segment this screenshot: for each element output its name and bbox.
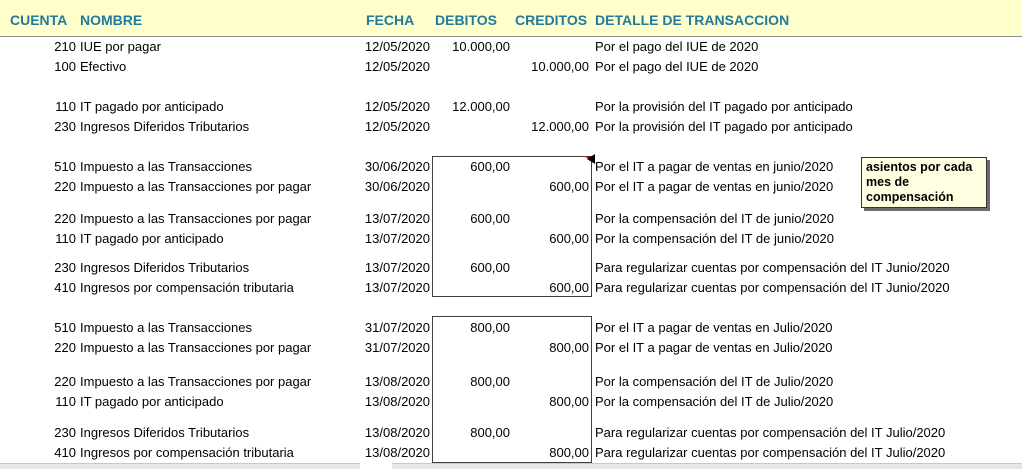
cell-detalle[interactable]: Para regularizar cuentas por compensación del IT Julio/2020 bbox=[595, 425, 946, 440]
cell-nombre[interactable]: Ingresos por compensación tributaria bbox=[80, 445, 294, 460]
cell-detalle[interactable]: Por la provisión del IT pagado por anticipado bbox=[595, 119, 853, 134]
cell-credito[interactable]: 600,00 bbox=[549, 231, 589, 246]
cell-cuenta[interactable]: 510 bbox=[54, 159, 76, 174]
cell-cuenta[interactable]: 230 bbox=[54, 119, 76, 134]
cell-cuenta[interactable]: 220 bbox=[54, 340, 76, 355]
group-box-june bbox=[432, 156, 592, 297]
cell-fecha[interactable]: 31/07/2020 bbox=[364, 320, 430, 335]
cell-fecha[interactable]: 13/07/2020 bbox=[364, 280, 430, 295]
cell-debito[interactable]: 800,00 bbox=[470, 320, 510, 335]
cell-cuenta[interactable]: 410 bbox=[54, 445, 76, 460]
cell-cuenta[interactable]: 230 bbox=[54, 260, 76, 275]
comment-arrow bbox=[587, 154, 595, 164]
cell-fecha[interactable]: 13/08/2020 bbox=[364, 394, 430, 409]
cell-detalle[interactable]: Por la compensación del IT de Julio/2020 bbox=[595, 374, 834, 389]
cell-cuenta[interactable]: 220 bbox=[54, 211, 76, 226]
cell-credito[interactable]: 800,00 bbox=[549, 445, 589, 460]
cell-nombre[interactable]: Impuesto a las Transacciones por pagar bbox=[80, 374, 312, 389]
cell-cuenta[interactable]: 210 bbox=[54, 39, 76, 54]
header-fecha[interactable]: FECHA bbox=[366, 12, 415, 28]
cell-fecha[interactable]: 30/06/2020 bbox=[364, 179, 430, 194]
cell-fecha[interactable]: 12/05/2020 bbox=[364, 119, 430, 134]
column-header-row bbox=[0, 0, 1022, 37]
cell-credito[interactable]: 600,00 bbox=[549, 280, 589, 295]
header-cuenta[interactable]: CUENTA bbox=[10, 12, 68, 28]
cell-fecha[interactable]: 30/06/2020 bbox=[364, 159, 430, 174]
cell-cuenta[interactable]: 110 bbox=[55, 394, 76, 409]
cell-fecha[interactable]: 13/07/2020 bbox=[364, 260, 430, 275]
sheet-scroll-area[interactable] bbox=[392, 463, 1022, 469]
cell-debito[interactable]: 600,00 bbox=[470, 260, 510, 275]
cell-detalle[interactable]: Por la compensación del IT de junio/2020 bbox=[595, 231, 834, 246]
cell-credito[interactable]: 800,00 bbox=[549, 340, 589, 355]
cell-credito[interactable]: 12.000,00 bbox=[531, 119, 589, 134]
group-box-july bbox=[432, 316, 592, 463]
cell-debito[interactable]: 12.000,00 bbox=[452, 99, 510, 114]
cell-detalle[interactable]: Para regularizar cuentas por compensación del IT Junio/2020 bbox=[595, 280, 950, 295]
cell-fecha[interactable]: 13/08/2020 bbox=[364, 374, 430, 389]
cell-nombre[interactable]: Efectivo bbox=[80, 59, 127, 74]
horizontal-scrollbar[interactable] bbox=[0, 463, 360, 469]
cell-nombre[interactable]: IT pagado por anticipado bbox=[80, 99, 224, 114]
cell-fecha[interactable]: 13/07/2020 bbox=[364, 231, 430, 246]
cell-detalle[interactable]: Por el pago del IUE de 2020 bbox=[595, 39, 759, 54]
cell-nombre[interactable]: IUE por pagar bbox=[80, 39, 161, 54]
cell-credito[interactable]: 10.000,00 bbox=[531, 59, 589, 74]
header-detalle[interactable]: DETALLE DE TRANSACCION bbox=[595, 12, 790, 28]
cell-cuenta[interactable]: 100 bbox=[54, 59, 76, 74]
cell-cuenta[interactable]: 110 bbox=[55, 231, 76, 246]
cell-detalle[interactable]: Para regularizar cuentas por compensación del IT Junio/2020 bbox=[595, 260, 950, 275]
cell-debito[interactable]: 600,00 bbox=[470, 211, 510, 226]
cell-nombre[interactable]: Impuesto a las Transacciones por pagar bbox=[80, 211, 312, 226]
cell-nombre[interactable]: Ingresos por compensación tributaria bbox=[80, 280, 294, 295]
cell-detalle[interactable]: Por el IT a pagar de ventas en Julio/2020 bbox=[595, 340, 833, 355]
cell-cuenta[interactable]: 220 bbox=[54, 179, 76, 194]
cell-fecha[interactable]: 12/05/2020 bbox=[364, 39, 430, 54]
cell-nombre[interactable]: Ingresos Diferidos Tributarios bbox=[80, 425, 250, 440]
cell-debito[interactable]: 600,00 bbox=[470, 159, 510, 174]
cell-cuenta[interactable]: 410 bbox=[54, 280, 76, 295]
cell-credito[interactable]: 600,00 bbox=[549, 179, 589, 194]
cell-nombre[interactable]: IT pagado por anticipado bbox=[80, 231, 224, 246]
cell-nombre[interactable]: Ingresos Diferidos Tributarios bbox=[80, 260, 250, 275]
cell-debito[interactable]: 800,00 bbox=[470, 425, 510, 440]
cell-detalle[interactable]: Por el IT a pagar de ventas en junio/2020 bbox=[595, 159, 834, 174]
cell-comment-note[interactable]: asientos por cada mes de compensación bbox=[861, 157, 987, 208]
cell-detalle[interactable]: Por el IT a pagar de ventas en Julio/2020 bbox=[595, 320, 833, 335]
cell-cuenta[interactable]: 510 bbox=[54, 320, 76, 335]
cell-nombre[interactable]: Impuesto a las Transacciones por pagar bbox=[80, 340, 312, 355]
cell-fecha[interactable]: 12/05/2020 bbox=[364, 99, 430, 114]
cell-fecha[interactable]: 13/07/2020 bbox=[364, 211, 430, 226]
header-creditos[interactable]: CREDITOS bbox=[515, 12, 588, 28]
cell-detalle[interactable]: Por la provisión del IT pagado por anticipado bbox=[595, 99, 853, 114]
cell-credito[interactable]: 800,00 bbox=[549, 394, 589, 409]
cell-cuenta[interactable]: 220 bbox=[54, 374, 76, 389]
cell-debito[interactable]: 10.000,00 bbox=[452, 39, 510, 54]
cell-detalle[interactable]: Por la compensación del IT de Julio/2020 bbox=[595, 394, 834, 409]
cell-detalle[interactable]: Por el IT a pagar de ventas en junio/2020 bbox=[595, 179, 834, 194]
cell-nombre[interactable]: Impuesto a las Transacciones bbox=[80, 320, 252, 335]
cell-detalle[interactable]: Por el pago del IUE de 2020 bbox=[595, 59, 759, 74]
cell-nombre[interactable]: Impuesto a las Transacciones por pagar bbox=[80, 179, 312, 194]
cell-nombre[interactable]: IT pagado por anticipado bbox=[80, 394, 224, 409]
cell-cuenta[interactable]: 230 bbox=[54, 425, 76, 440]
cell-fecha[interactable]: 12/05/2020 bbox=[364, 59, 430, 74]
cell-debito[interactable]: 800,00 bbox=[470, 374, 510, 389]
header-nombre[interactable]: NOMBRE bbox=[80, 12, 143, 28]
cell-nombre[interactable]: Impuesto a las Transacciones bbox=[80, 159, 252, 174]
header-debitos[interactable]: DEBITOS bbox=[435, 12, 497, 28]
cell-fecha[interactable]: 13/08/2020 bbox=[364, 425, 430, 440]
cell-nombre[interactable]: Ingresos Diferidos Tributarios bbox=[80, 119, 250, 134]
cell-detalle[interactable]: Por la compensación del IT de junio/2020 bbox=[595, 211, 834, 226]
cell-fecha[interactable]: 13/08/2020 bbox=[364, 445, 430, 460]
cell-cuenta[interactable]: 110 bbox=[55, 99, 76, 114]
cell-fecha[interactable]: 31/07/2020 bbox=[364, 340, 430, 355]
cell-detalle[interactable]: Para regularizar cuentas por compensación del IT Julio/2020 bbox=[595, 445, 946, 460]
